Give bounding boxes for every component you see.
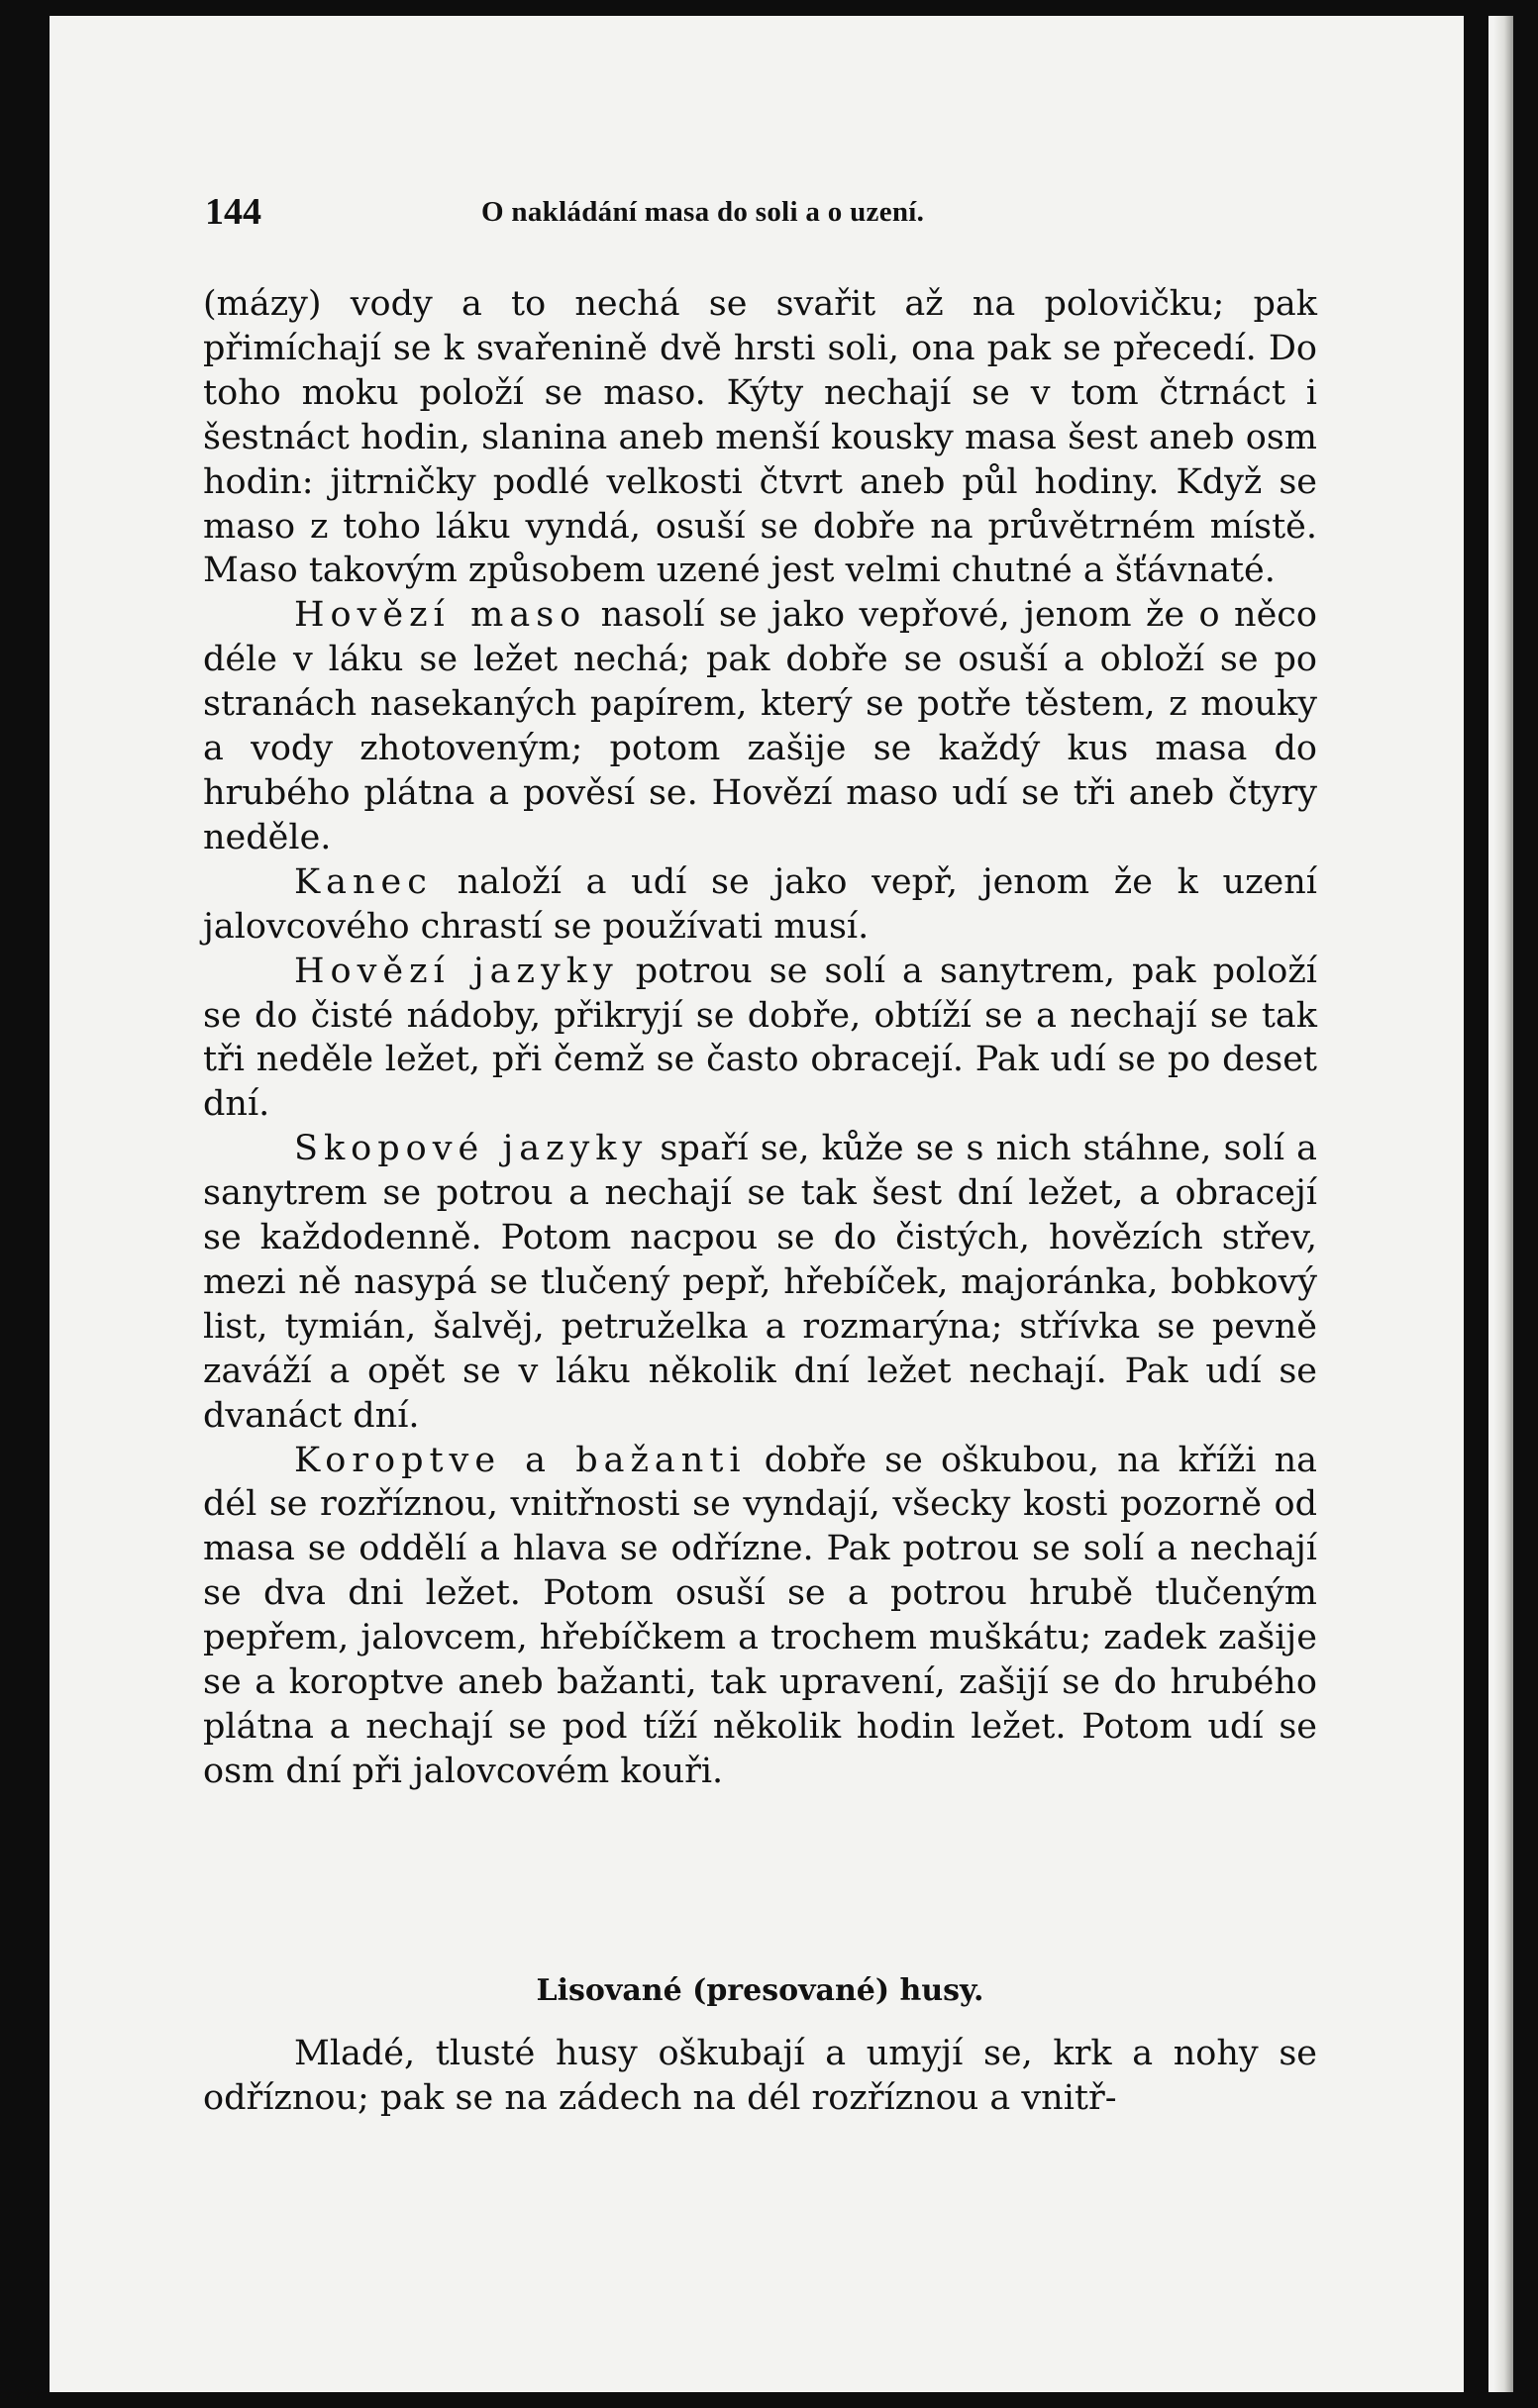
paragraph-lead: Hovězí maso: [294, 595, 587, 636]
paragraph-skopove-jazyky: [203, 1127, 1317, 1438]
page-header: [205, 190, 1116, 240]
paragraph-text: potrou se solí a sanytrem, pak položí se do čisté nádoby, přikryjí se dobře, obtíží se a nechají se tak tři neděle ležet, při čemž se často obracejí. Pak udí se po deset dní.: [203, 951, 1317, 1125]
page-number: 144: [205, 191, 261, 233]
paragraph-text: nasolí se jako vepřové, jenom že o něco déle v láku se ležet nechá; pak dobře se osuší a obloží se po stranách nasekaných papírem, který se potře těstem, z mouky a vody zhotoveným; potom zašije se každý kus masa do hrubého plátna a pověsí se. Hovězí maso udí se tři aneb čtyry neděle.: [203, 595, 1317, 857]
paragraph-lead: Kanec: [294, 861, 433, 902]
paragraph-continuation: [203, 282, 1317, 593]
paragraph-lead: Hovězí jazyky: [294, 951, 619, 991]
paragraph-koroptve: [203, 1439, 1317, 1794]
paragraph-text: spaří se, kůže se s nich stáhne, solí a sanytrem se potrou a nechají se tak šest dní ležet, a obracejí se každodenně. Potom nacpou se do čistých, hovězích střev, mezi ně nasypá se tlučený pepř, hřebíček, majoránka, bobkový list, tymián, šalvěj, petruželka a rozmarýna; střívka se pevně zaváží a opět se v láku několik dní ležet nechají. Pak udí se dvanáct dní.: [203, 1129, 1318, 1436]
paragraph-hovezi-jazyky: [203, 950, 1317, 1128]
section-body: [203, 2032, 1317, 2121]
paragraph-text: dobře se oškubou, na kříži na dél se rozříznou, vnitřnosti se vyndají, všecky kosti pozorně od masa se oddělí a hlava se odřízne. Pak potrou se solí a nechají se dva dni ležet. Potom osuší se a potrou hrubě tlučeným pepřem, jalovcem, hřebíčkem a trochem muškátu; zadek zašije se a koroptve aneb bažanti, tak upravení, zašijí se do hrubého plátna a nechají se pod tíží několik hodin ležet. Potom udí se osm dní při jalovcovém kouři.: [203, 1440, 1317, 1791]
section-paragraph: Mladé, tlusté husy oškubají a umyjí se, krk a nohy se odříznou; pak se na zádech na dél rozříznou a vnitř-: [203, 2034, 1317, 2118]
scan-border: [1464, 0, 1488, 2408]
paragraph-lead: Koroptve a bažanti: [294, 1440, 747, 1480]
running-head: O nakládání masa do soli a o uzení.: [481, 196, 925, 228]
paragraph-kanec: [203, 860, 1317, 950]
paragraph-text: (mázy) vody a to nechá se svařit až na polovičku; pak přimíchají se k svařenině dvě hrsti soli, ona pak se přecedí. Do toho moku položí se maso. Kýty nechají se v tom čtrnáct i šestnáct hodin, slanina aneb menší kousky masa šest aneb osm hodin: jitrničky podlé velkosti čtvrt aneb půl hodiny. Když se maso z toho láku vyndá, osuší se dobře na průvětrném místě. Maso takovým způsobem uzené jest velmi chutné a šťávnaté.: [203, 284, 1317, 591]
paragraph-text: naloží a udí se jako vepř, jenom že k uzení jalovcového chrastí se používati musí.: [203, 861, 1317, 947]
paragraph-lead: Skopové jazyky: [294, 1129, 649, 1169]
body-text: [203, 282, 1317, 1794]
paragraph-hovezi-maso: [203, 593, 1317, 859]
section-title: Lisované (presované) husy.: [536, 1973, 984, 2008]
page-binding-edge: [1493, 16, 1513, 2392]
